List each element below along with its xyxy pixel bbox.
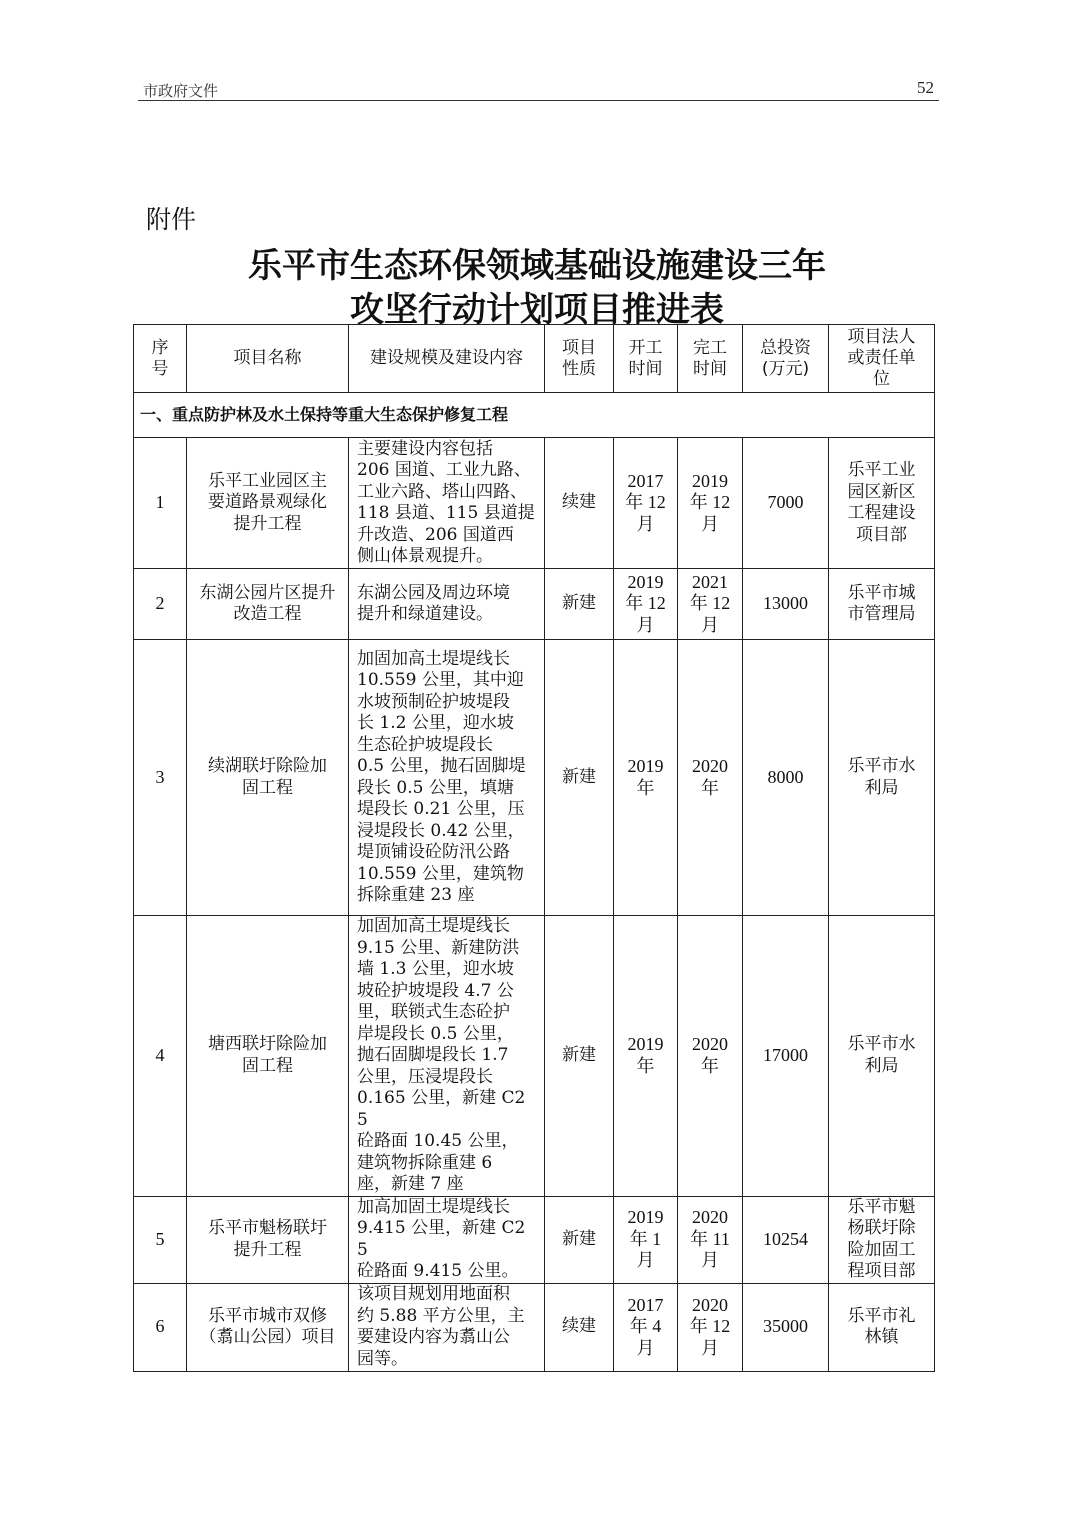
project-content-line: 砼路面 10.45 公里， (357, 1131, 519, 1151)
col-header-investment (743, 325, 829, 393)
header-rule (138, 100, 939, 101)
end-time-line: 年 11 (690, 1228, 730, 1249)
end-time (678, 569, 743, 640)
responsible-unit (829, 640, 935, 916)
project-name-line: （翥山公园）项目 (199, 1327, 336, 1347)
attachment-label: 附件 (146, 205, 197, 234)
project-content-line: 东湖公园及周边环境 (357, 582, 510, 603)
start-time-line: 年 12 (625, 492, 666, 513)
col-header-content (349, 325, 545, 393)
start-time (614, 569, 678, 640)
row-number: 3 (134, 640, 187, 916)
project-content-line: 加固加高土堤堤线长 (357, 916, 510, 936)
start-time-line: 年 1 (629, 1228, 662, 1249)
project-content (349, 438, 545, 569)
table-row (134, 1196, 935, 1283)
start-time-line: 月 (636, 1250, 655, 1271)
project-content-line: 段长 0.5 公里，填塘 (357, 777, 514, 798)
responsible-unit-line: 乐平市城 (847, 582, 916, 603)
responsible-unit-line: 乐平市水 (847, 756, 916, 776)
row-number: 5 (134, 1196, 187, 1283)
project-content (349, 569, 545, 640)
header-line: 时间 (628, 358, 663, 379)
project-content-line: 坡砼护坡堤段 4.7 公 (357, 980, 514, 1001)
row-number: 1 (134, 438, 187, 569)
project-content-line: 加固加高土堤堤线长 (357, 648, 510, 669)
project-name-line: 固工程 (242, 777, 293, 798)
responsible-unit-line: 乐平市魁 (847, 1196, 916, 1217)
project-content-line: 主要建设内容包括 (357, 438, 493, 459)
investment: 8000 (743, 640, 829, 916)
end-time-line: 年 12 (689, 1316, 731, 1337)
project-content-line: 提升和绿道建设。 (357, 604, 493, 624)
project-content-line: 约 5.88 平方公里，主 (357, 1305, 525, 1326)
col-header-no (134, 325, 187, 393)
header-line: 总投资 (760, 337, 811, 358)
end-time (678, 438, 743, 569)
end-time (678, 1283, 743, 1371)
end-time (678, 640, 743, 916)
responsible-unit-line: 程项目部 (847, 1261, 916, 1281)
project-content-line: 堤顶铺设砼防汛公路 (357, 842, 510, 862)
project-type: 续建 (545, 1283, 614, 1371)
project-name-line: 乐平工业园区主 (208, 470, 327, 491)
header-line: 项目名称 (233, 348, 302, 368)
project-content-line: 堤段长 0.21 公里，压 (357, 799, 525, 819)
project-name-line: 改造工程 (233, 604, 302, 624)
page-number: 52 (917, 78, 934, 97)
header-line: 号 (151, 358, 169, 379)
responsible-unit-line: 利局 (864, 1055, 899, 1076)
col-header-type (545, 325, 614, 393)
project-name-line: 提升工程 (233, 513, 302, 534)
document-title-line-1: 乐平市生态环保领域基础设施建设三年 (248, 246, 826, 286)
start-time-line: 月 (636, 1337, 655, 1358)
project-type: 新建 (545, 1196, 614, 1283)
project-content-line: 10.559 公里，其中迎 (357, 670, 524, 690)
project-content-line: 0.5 公里，抛石固脚堤 (357, 756, 526, 776)
investment: 13000 (743, 569, 829, 640)
project-type: 新建 (545, 916, 614, 1197)
project-content-line: 抛石固脚堤段长 1.7 (357, 1045, 509, 1065)
project-content-line: 浸堤段长 0.42 公里， (357, 820, 525, 841)
table-row (134, 640, 935, 916)
end-time-line: 2020 (692, 756, 728, 776)
project-name-line: 乐平市魁杨联圩 (208, 1218, 327, 1238)
project-name (187, 1283, 349, 1371)
end-time-line: 2020 (692, 1294, 728, 1315)
responsible-unit (829, 916, 935, 1197)
project-content-line: 座，新建 7 座 (357, 1174, 464, 1194)
start-time-line: 2017 (627, 1294, 664, 1315)
end-time-line: 月 (701, 614, 719, 635)
start-time-line: 2019 (627, 571, 664, 592)
header-line: 位 (873, 369, 890, 389)
investment: 17000 (743, 916, 829, 1197)
end-time-line: 年 12 (689, 593, 731, 614)
table-row (134, 1283, 935, 1371)
project-content-line: 该项目规划用地面积 (357, 1284, 510, 1304)
header-line: (万元) (761, 358, 810, 379)
project-name (187, 569, 349, 640)
project-content-line: 公里，压浸堤段长 (357, 1066, 493, 1087)
project-table (133, 324, 935, 1372)
project-name-line: 提升工程 (233, 1239, 302, 1260)
row-number: 6 (134, 1283, 187, 1371)
project-content-line: 加高加固土堤堤线长 (357, 1196, 510, 1217)
responsible-unit-line: 乐平市水 (847, 1034, 916, 1055)
running-header-title: 市政府文件 (143, 82, 219, 100)
responsible-unit-line: 险加固工 (847, 1239, 916, 1260)
project-content-line: 生态砼护坡堤段长 (357, 734, 493, 755)
document-title-line-2: 攻坚行动计划项目推进表 (350, 290, 724, 330)
start-time-line: 2019 (627, 1034, 664, 1055)
project-name-line: 东湖公园片区提升 (199, 582, 336, 603)
project-content-line: 9.15 公里、新建防洪 (357, 937, 520, 958)
end-time-line: 2020 (692, 1034, 728, 1055)
responsible-unit (829, 438, 935, 569)
table-row (134, 916, 935, 1197)
responsible-unit (829, 1196, 935, 1283)
header-line: 开工 (628, 337, 663, 358)
project-type: 续建 (545, 438, 614, 569)
start-time-line: 年 (636, 1055, 655, 1076)
project-content-line: 要建设内容为翥山公 (357, 1327, 510, 1347)
investment: 35000 (743, 1283, 829, 1371)
project-name-line: 要道路景观绿化 (208, 492, 327, 513)
project-content (349, 1196, 545, 1283)
header-line: 时间 (693, 358, 727, 379)
project-content-line: 墙 1.3 公里，迎水坡 (357, 959, 514, 979)
responsible-unit-line: 工程建设 (847, 503, 916, 523)
project-name (187, 438, 349, 569)
end-time-line: 月 (701, 513, 719, 534)
start-time-line: 2019 (627, 1207, 664, 1228)
start-time-line: 月 (636, 614, 655, 635)
row-number: 2 (134, 569, 187, 640)
project-content-line: 岸堤段长 0.5 公里， (357, 1023, 514, 1044)
section-title: 一、重点防护林及水土保持等重大生态保护修复工程 (134, 393, 935, 438)
header-line: 或责任单 (847, 348, 916, 368)
col-header-end (678, 325, 743, 393)
project-name-line: 固工程 (242, 1055, 293, 1076)
start-time (614, 640, 678, 916)
end-time-line: 年 12 (689, 492, 731, 513)
col-header-owner (829, 325, 935, 393)
responsible-unit (829, 1283, 935, 1371)
header-line: 完工 (693, 337, 727, 358)
end-time-line: 月 (701, 1250, 719, 1271)
row-number: 4 (134, 916, 187, 1197)
end-time-line: 月 (701, 1337, 719, 1358)
project-name-line: 续湖联圩除险加 (208, 756, 327, 776)
responsible-unit (829, 569, 935, 640)
responsible-unit-line: 园区新区 (847, 481, 916, 502)
end-time-line: 2021 (692, 571, 728, 592)
project-content-line: 拆除重建 23 座 (357, 885, 475, 905)
project-type: 新建 (545, 569, 614, 640)
start-time-line: 2019 (627, 756, 664, 776)
table-header-row (134, 325, 935, 393)
responsible-unit-line: 项目部 (856, 524, 907, 545)
project-content-line: 10.559 公里，建筑物 (357, 863, 524, 884)
end-time (678, 1196, 743, 1283)
start-time-line: 月 (636, 513, 655, 534)
project-content-line: 建筑物拆除重建 6 (357, 1152, 493, 1173)
end-time-line: 2019 (692, 470, 728, 491)
project-content-line: 206 国道、工业九路、 (357, 460, 531, 480)
col-header-name (187, 325, 349, 393)
header-line: 项目 (562, 337, 596, 358)
table-row (134, 569, 935, 640)
project-content (349, 1283, 545, 1371)
table-row (134, 438, 935, 569)
project-content-line: 升改造、206 国道西 (357, 524, 514, 545)
start-time (614, 1283, 678, 1371)
start-time (614, 916, 678, 1197)
responsible-unit-line: 林镇 (864, 1327, 899, 1347)
project-content-line: 118 县道、115 县道提 (357, 503, 535, 523)
project-name-line: 乐平市城市双修 (208, 1305, 327, 1326)
end-time-line: 年 (701, 1055, 719, 1076)
responsible-unit-line: 乐平工业 (847, 460, 916, 480)
start-time-line: 年 (636, 777, 655, 798)
col-header-start (614, 325, 678, 393)
section-row (134, 393, 935, 438)
project-content-line: 9.415 公里，新建 C25 (357, 1218, 526, 1260)
header-line: 建设规模及建设内容 (370, 348, 523, 368)
project-content (349, 916, 545, 1197)
project-content-line: 水坡预制砼护坡堤段 (357, 691, 510, 712)
start-time (614, 1196, 678, 1283)
project-content-line: 侧山体景观提升。 (357, 546, 493, 566)
header-line: 项目法人 (847, 327, 916, 347)
project-content (349, 640, 545, 916)
project-content-line: 长 1.2 公里，迎水坡 (357, 713, 514, 733)
responsible-unit-line: 杨联圩除 (847, 1218, 916, 1238)
end-time (678, 916, 743, 1197)
start-time-line: 2017 (627, 470, 664, 491)
responsible-unit-line: 乐平市礼 (847, 1305, 916, 1326)
responsible-unit-line: 市管理局 (847, 604, 916, 624)
start-time-line: 年 12 (625, 593, 666, 614)
project-content-line: 0.165 公里，新建 C25 (357, 1088, 526, 1130)
start-time (614, 438, 678, 569)
investment: 10254 (743, 1196, 829, 1283)
project-content-line: 砼路面 9.415 公里。 (357, 1261, 519, 1281)
responsible-unit-line: 利局 (864, 777, 899, 798)
project-name (187, 640, 349, 916)
project-content-line: 工业六路、塔山四路、 (357, 481, 527, 502)
project-content-line: 里，联锁式生态砼护 (357, 1002, 510, 1022)
end-time-line: 年 (701, 777, 719, 798)
header-line: 序 (151, 337, 169, 358)
project-name (187, 916, 349, 1197)
project-name-line: 塘西联圩除险加 (208, 1034, 327, 1055)
project-name (187, 1196, 349, 1283)
end-time-line: 2020 (692, 1207, 728, 1228)
project-content-line: 园等。 (357, 1348, 408, 1369)
start-time-line: 年 4 (629, 1316, 662, 1337)
investment: 7000 (743, 438, 829, 569)
project-type: 新建 (545, 640, 614, 916)
header-line: 性质 (562, 358, 596, 379)
